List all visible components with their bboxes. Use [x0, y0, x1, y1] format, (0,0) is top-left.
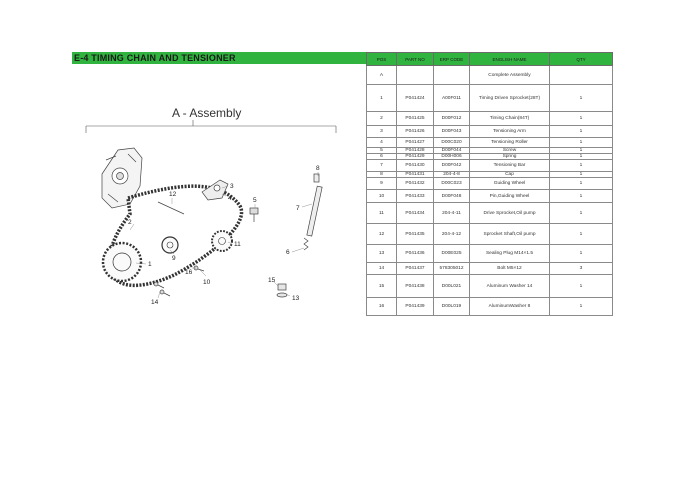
cell-part-no: P041431	[397, 172, 434, 178]
cell-qty	[550, 66, 613, 85]
cell-pos: 1	[367, 85, 397, 112]
header-pos: POS	[367, 53, 397, 66]
cell-erp-code: D00L021	[434, 275, 470, 298]
section-title: E-4 TIMING CHAIN AND TENSIONER	[74, 53, 236, 63]
tensioning-bar	[304, 174, 322, 250]
cell-erp-code: D00H006	[434, 154, 470, 160]
table-row	[367, 224, 613, 245]
cell-part-no: P041433	[397, 190, 434, 203]
callout-2: 2	[128, 219, 132, 226]
cell-erp-code: A00F011	[434, 85, 470, 112]
table-row	[367, 203, 613, 224]
callout-12: 12	[169, 191, 177, 198]
assembly-label: A - Assembly	[172, 106, 242, 120]
header-erp-code: ERP CODE	[434, 53, 470, 66]
cell-part-no: P041437	[397, 263, 434, 275]
cell-part-no: P041428	[397, 148, 434, 154]
driven-sprocket	[103, 243, 141, 281]
cell-pos: 3	[367, 126, 397, 138]
cell-erp-code: D00F048	[434, 190, 470, 203]
header-english-name: ENGLISH NAME	[470, 53, 550, 66]
exploded-view-drawing	[72, 64, 366, 344]
cell-erp-code: D00C023	[434, 178, 470, 190]
cell-pos: 4	[367, 138, 397, 148]
table-row	[367, 298, 613, 316]
cell-qty: 1	[550, 275, 613, 298]
callout-8: 8	[316, 165, 320, 172]
cell-pos: 2	[367, 112, 397, 126]
cell-qty: 1	[550, 178, 613, 190]
cell-pos: 14	[367, 263, 397, 275]
cell-erp-code: D00F012	[434, 112, 470, 126]
cell-english-name: Sprocket Shaft,Oil pump	[470, 224, 550, 245]
cell-pos: 11	[367, 203, 397, 224]
cell-english-name: Guiding Wheel	[470, 178, 550, 190]
callout-1: 1	[148, 261, 152, 268]
assembly-bracket	[86, 120, 336, 133]
cell-part-no: P041432	[397, 178, 434, 190]
cell-pos: 7	[367, 160, 397, 172]
cell-erp-code: D00F043	[434, 126, 470, 138]
callout-11: 11	[234, 241, 241, 248]
callout-14: 14	[151, 299, 159, 306]
cell-qty: 1	[550, 138, 613, 148]
callout-13: 13	[292, 295, 300, 302]
cell-english-name: Timing Driven Sprocket(28T)	[470, 85, 550, 112]
cell-pos: 12	[367, 224, 397, 245]
cell-english-name: Screw	[470, 148, 550, 154]
cell-pos: 16	[367, 298, 397, 316]
table-row	[367, 85, 613, 112]
screw	[250, 208, 258, 222]
cell-part-no: P041438	[397, 275, 434, 298]
section-banner	[72, 52, 366, 64]
cell-pos: 5	[367, 148, 397, 154]
cell-erp-code: D00L019	[434, 298, 470, 316]
cell-erp-code: D00E025	[434, 245, 470, 263]
callout-15: 15	[268, 277, 276, 284]
cell-part-no: P041424	[397, 85, 434, 112]
cell-qty: 1	[550, 160, 613, 172]
cell-erp-code: 204-4-12	[434, 224, 470, 245]
cell-qty: 1	[550, 126, 613, 138]
callout-16: 16	[185, 269, 193, 276]
exploded-diagram	[72, 64, 366, 344]
callout-6: 6	[286, 249, 290, 256]
sprocket-shaft	[158, 202, 184, 214]
cell-pos: 9	[367, 178, 397, 190]
sealing-plug	[277, 284, 287, 297]
cell-english-name: Sealing Plug M14×1.5	[470, 245, 550, 263]
guiding-wheel	[162, 237, 178, 253]
cell-erp-code: D00F042	[434, 160, 470, 172]
cell-english-name: Complete Assembly	[470, 66, 550, 85]
cell-erp-code	[434, 66, 470, 85]
cell-qty: 1	[550, 190, 613, 203]
cell-pos: 8	[367, 172, 397, 178]
parts-table	[366, 52, 613, 316]
callout-7: 7	[296, 205, 300, 212]
cell-part-no: P041426	[397, 126, 434, 138]
table-row	[367, 66, 613, 85]
cell-english-name: Bolt M5×12	[470, 263, 550, 275]
cell-qty: 1	[550, 112, 613, 126]
table-row	[367, 112, 613, 126]
cell-part-no: P041429	[397, 154, 434, 160]
cell-pos: 13	[367, 245, 397, 263]
callout-3: 3	[230, 183, 234, 190]
cell-qty: 1	[550, 298, 613, 316]
cell-erp-code: D00C020	[434, 138, 470, 148]
cell-qty: 3	[550, 263, 613, 275]
table-header-row	[367, 53, 613, 66]
cell-qty: 1	[550, 148, 613, 154]
cell-english-name: Pin,Guiding Wheel	[470, 190, 550, 203]
cell-erp-code: 578305012	[434, 263, 470, 275]
table-row	[367, 178, 613, 190]
cell-pos: 6	[367, 154, 397, 160]
cell-english-name: Cap	[470, 172, 550, 178]
cell-part-no: P041435	[397, 224, 434, 245]
oil-pump-sprocket	[212, 231, 232, 251]
cell-qty: 1	[550, 172, 613, 178]
callout-4: 4	[228, 195, 232, 202]
callout-10: 10	[203, 279, 211, 286]
cell-part-no: P041436	[397, 245, 434, 263]
cell-pos: 15	[367, 275, 397, 298]
table-row	[367, 190, 613, 203]
table-row	[367, 160, 613, 172]
cell-english-name: Spring	[470, 154, 550, 160]
cell-english-name: Timing Chain(84T)	[470, 112, 550, 126]
cell-part-no: P041427	[397, 138, 434, 148]
bolts	[154, 266, 204, 296]
cell-english-name: Tensioning Bar	[470, 160, 550, 172]
cell-erp-code: D00F044	[434, 148, 470, 154]
cell-qty: 1	[550, 154, 613, 160]
table-row	[367, 126, 613, 138]
cell-qty: 1	[550, 224, 613, 245]
cell-part-no: P041434	[397, 203, 434, 224]
cell-part-no	[397, 66, 434, 85]
cell-qty: 1	[550, 245, 613, 263]
cell-pos: 10	[367, 190, 397, 203]
cell-english-name: AluminumWasher 8	[470, 298, 550, 316]
table-row	[367, 275, 613, 298]
cell-qty: 1	[550, 203, 613, 224]
header-qty: QTY	[550, 53, 613, 66]
cell-part-no: P041430	[397, 160, 434, 172]
cell-part-no: P041425	[397, 112, 434, 126]
table-row	[367, 138, 613, 148]
cell-qty: 1	[550, 85, 613, 112]
cell-erp-code: 204-4-11	[434, 203, 470, 224]
callout-9: 9	[172, 255, 176, 262]
callout-5: 5	[253, 197, 257, 204]
header-part-no: PART NO	[397, 53, 434, 66]
table-row	[367, 245, 613, 263]
cell-english-name: Aluminum Washer 14	[470, 275, 550, 298]
cell-english-name: Drive Sprocket,Oil pump	[470, 203, 550, 224]
tensioning-arm	[202, 180, 228, 200]
table-row	[367, 263, 613, 275]
cell-part-no: P041439	[397, 298, 434, 316]
cell-erp-code: 204-4-8	[434, 172, 470, 178]
cell-english-name: Tensioning Roller	[470, 138, 550, 148]
engine-housing	[102, 148, 142, 208]
cell-english-name: Tensioning Arm	[470, 126, 550, 138]
cell-pos: A	[367, 66, 397, 85]
